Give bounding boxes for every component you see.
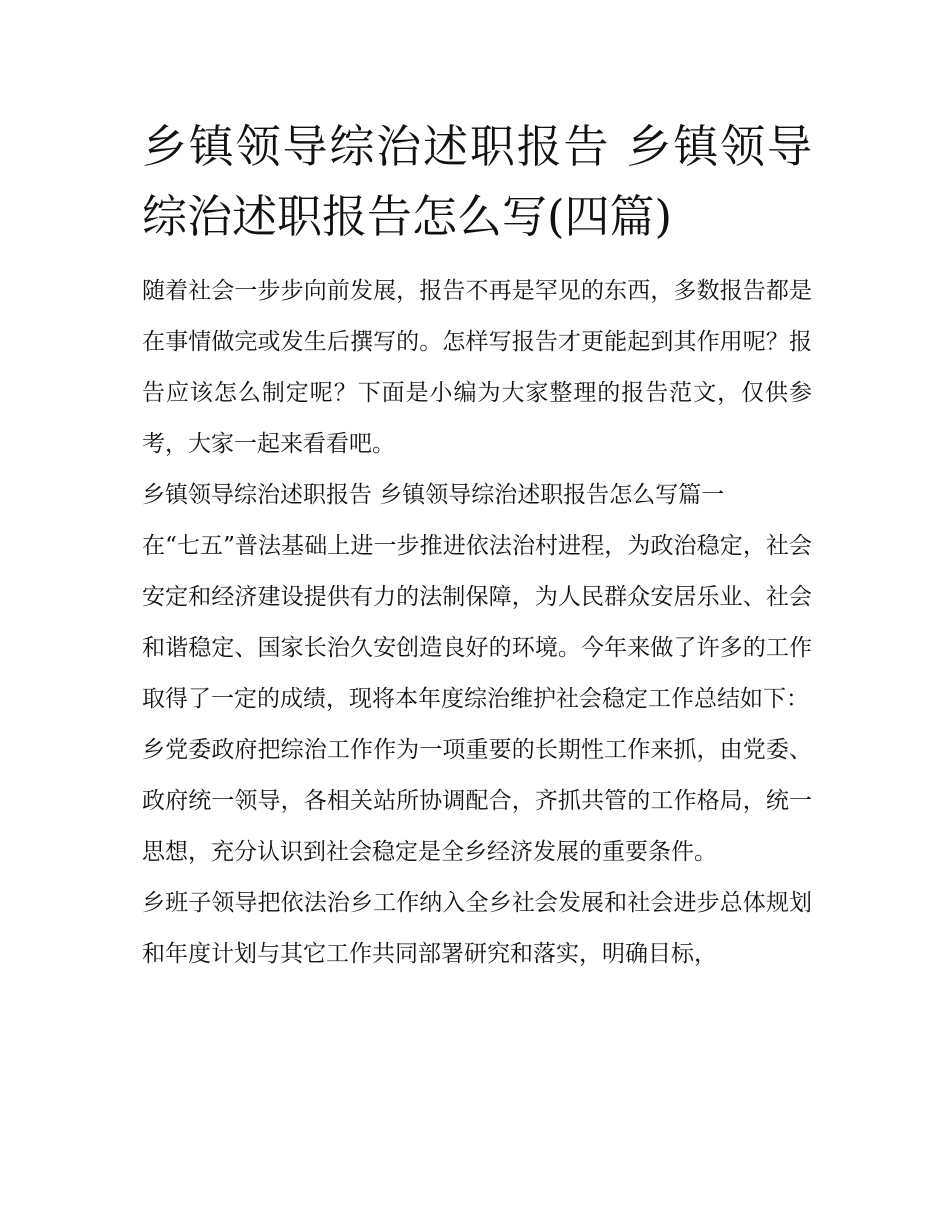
body-paragraph-2: 乡党委政府把综治工作作为一项重要的长期性工作来抓，由党委、政府统一领导，各相关站所协调配合，齐抓共管的工作格局，统一思想，充分认识到社会稳定是全乡经济发展的重要条件。	[142, 737, 812, 865]
section-heading: 乡镇领导综治述职报告 乡镇领导综治述职报告怎么写篇一	[142, 482, 725, 508]
document-title: 乡镇领导综治述职报告 乡镇领导综治述职报告怎么写(四篇)	[142, 120, 812, 243]
body-paragraph-3: 乡班子领导把依法治乡工作纳入全乡社会发展和社会进步总体规划和年度计划与其它工作共同部署研究和落实，明确目标，	[142, 890, 812, 967]
body-paragraph-1: 在“七五”普法基础上进一步推进依法治村进程，为政治稳定，社会安定和经济建设提供有力的法制保障，为人民群众安居乐业、社会和谐稳定、国家长治久安创造良好的环境。今年来做了许多的工作取得了一定的成绩，现将本年度综治维护社会稳定工作总结如下：	[142, 533, 812, 712]
intro-paragraph: 随着社会一步步向前发展，报告不再是罕见的东西，多数报告都是在事情做完或发生后撰写的。怎样写报告才更能起到其作用呢？报告应该怎么制定呢？下面是小编为大家整理的报告范文，仅供参考，大家一起来看看吧。	[142, 278, 812, 457]
document-body	[142, 112, 812, 980]
